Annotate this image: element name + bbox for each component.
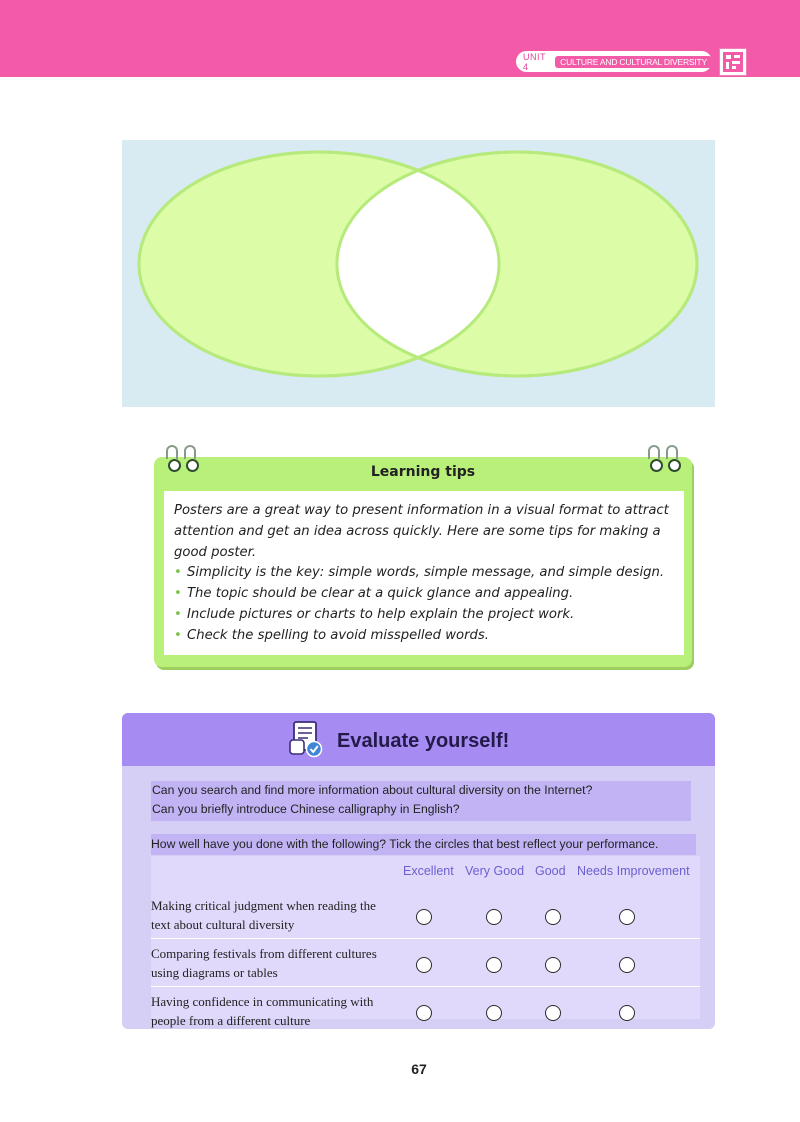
criterion-line: Making critical judgment when reading the (151, 898, 376, 913)
rating-circle-good[interactable] (545, 909, 561, 925)
column-header-excellent: Excellent (403, 864, 454, 878)
criterion-text (151, 945, 396, 982)
tips-intro-line: good poster. (174, 544, 257, 560)
rating-instruction: How well have you done with the following? Tick the circles that best reflect your performance. (151, 834, 696, 855)
learning-tips-title: Learning tips (370, 464, 476, 480)
tip-item: • Check the spelling to avoid misspelled words. (174, 626, 674, 647)
tips-intro-line: attention and get an idea across quickly. Here are some tips for making a (174, 523, 661, 539)
ring-icon (184, 445, 196, 459)
checklist-icon (286, 719, 326, 759)
tip-item: • The topic should be clear at a quick glance and appealing. (174, 584, 674, 605)
criterion-line: text about cultural diversity (151, 916, 295, 932)
criterion-line: Comparing festivals from different cultures (151, 946, 377, 961)
rating-circle-needs-improvement[interactable] (619, 909, 635, 925)
self-check-questions (151, 781, 691, 821)
rating-circle-very-good[interactable] (486, 1005, 502, 1021)
criterion-line: people from a different culture (151, 1012, 311, 1028)
rating-circle-needs-improvement[interactable] (619, 1005, 635, 1021)
rating-row (151, 987, 700, 1029)
rating-row (151, 891, 700, 939)
rating-circle-needs-improvement[interactable] (619, 957, 635, 973)
column-header-good: Good (535, 864, 566, 878)
venn-diagram (122, 140, 715, 407)
evaluate-header (122, 713, 715, 766)
column-header-very-good: Very Good (465, 864, 525, 878)
tip-item: • Simplicity is the key: simple words, simple message, and simple design. (174, 563, 674, 584)
rating-circle-very-good[interactable] (486, 909, 502, 925)
rating-table (151, 856, 700, 1028)
ring-icon (666, 445, 678, 459)
tip-item: • Include pictures or charts to help explain the project work. (174, 605, 674, 626)
criterion-line: Having confidence in communicating with (151, 994, 374, 1009)
ring-icon (166, 445, 178, 459)
rating-circle-excellent[interactable] (416, 957, 432, 973)
ring-icon (648, 445, 660, 459)
tips-intro-line: Posters are a great way to present information in a visual format to attract (174, 503, 669, 518)
rating-circle-good[interactable] (545, 1005, 561, 1021)
page-number: 67 (411, 1061, 427, 1077)
unit-label: UNIT 4 (523, 51, 546, 72)
column-header-needs-improvement: Needs Improvement (577, 864, 690, 878)
seal-stamp-icon (719, 48, 747, 76)
question-item: Can you briefly introduce Chinese calligraphy in English? (152, 802, 460, 816)
rating-circle-very-good[interactable] (486, 957, 502, 973)
rating-row (151, 939, 700, 987)
question-item: Can you search and find more information about cultural diversity on the Internet? (152, 783, 593, 797)
unit-title: CULTURE AND CULTURAL DIVERSITY (555, 56, 712, 68)
evaluate-yourself-box (122, 713, 715, 1029)
criterion-text (151, 993, 396, 1029)
learning-tips-box (154, 457, 692, 667)
criterion-text (151, 897, 396, 934)
evaluate-title: Evaluate yourself! (337, 730, 510, 752)
unit-tag (516, 51, 712, 72)
tips-list (174, 563, 674, 646)
rating-circle-excellent[interactable] (416, 1005, 432, 1021)
rating-circle-excellent[interactable] (416, 909, 432, 925)
criterion-line: using diagrams or tables (151, 964, 278, 980)
rating-circle-good[interactable] (545, 957, 561, 973)
learning-tips-content (164, 491, 684, 655)
